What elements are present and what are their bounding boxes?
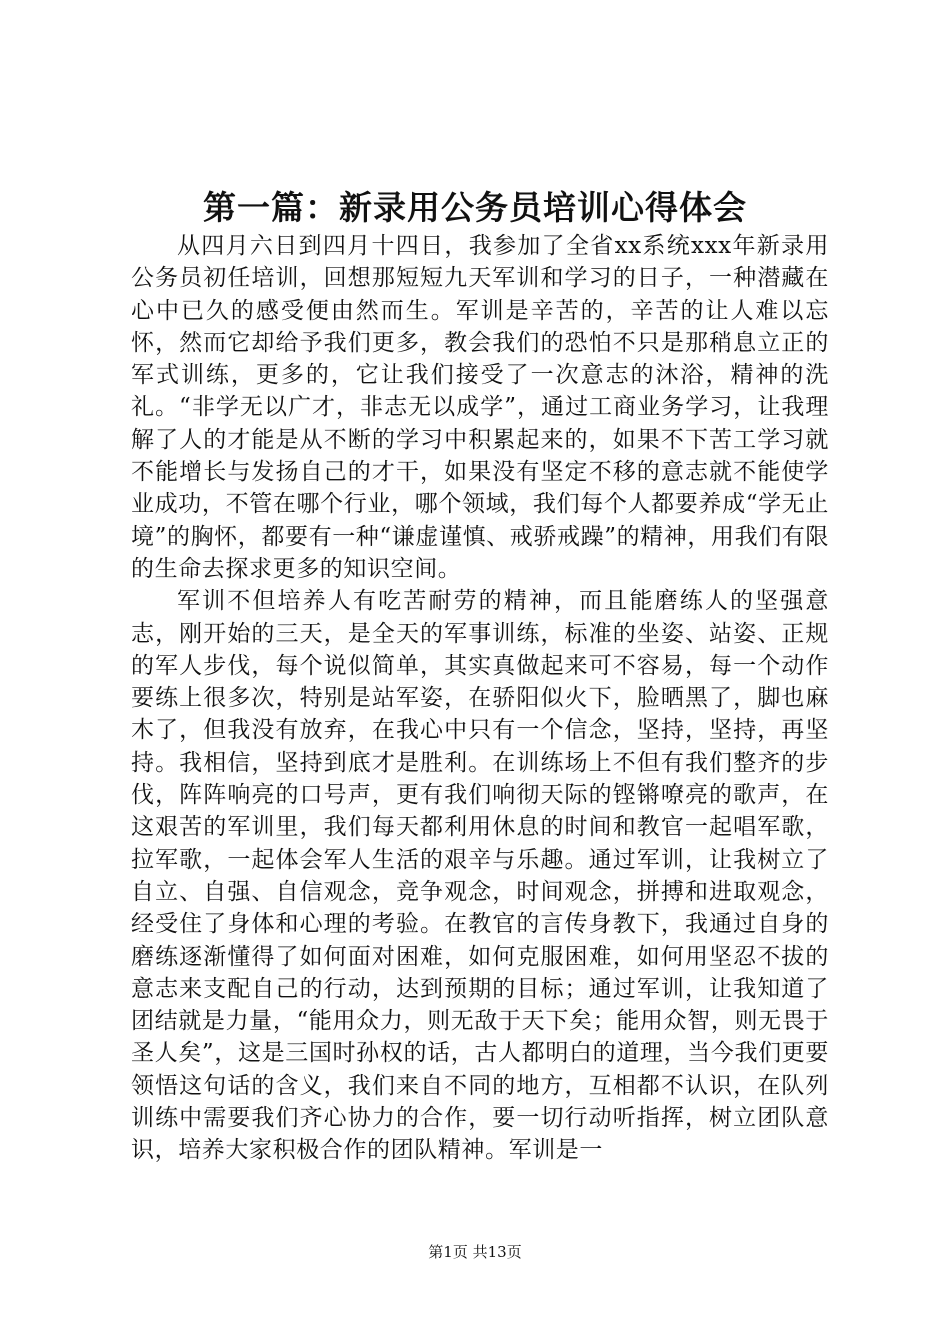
paragraph-2: 军训不但培养人有吃苦耐劳的精神，而且能磨练人的坚强意志，刚开始的三天，是全天的军事训练，标准的坐姿、站姿、正规的军人步伐，每个说似简单，其实真做起来可不容易，每一个动作要练上很多次，特别是站军姿，在骄阳似火下，脸晒黑了，脚也麻木了，但我没有放弃，在我心中只有一个信念，坚持，坚持，再坚持。我相信，坚持到底才是胜利。在训练场上不但有我们整齐的步伐，阵阵响亮的口号声，更有我们响彻天际的铿锵嘹亮的歌声，在这艰苦的军训里，我们每天都利用休息的时间和教官一起唱军歌，拉军歌，一起体会军人生活的艰辛与乐趣。通过军训，让我树立了自立、自强、自信观念，竞争观念，时间观念，拼搏和进取观念，经受住了身体和心理的考验。在教官的言传身教下，我通过自身的磨练逐渐懂得了如何面对困难，如何克服困难，如何用坚忍不拔的意志来支配自己的行动，达到预期的目标；通过军训，让我知道了团结就是力量，“能用众力，则无敌于天下矣；能用众智，则无畏于圣人矣”，这是三国时孙权的话，古人都明白的道理，当今我们更要领悟这句话的含义，我们来自不同的地方，互相都不认识，在队列训练中需要我们齐心协力的合作，要一切行动听指挥，树立团队意识，培养大家积极合作的团队精神。军训是一 [131, 588, 829, 1164]
document-title: 第一篇：新录用公务员培训心得体会 [203, 188, 747, 227]
paragraph-1: 从四月六日到四月十四日，我参加了全省xx系统xxx年新录用公务员初任培训，回想那短短九天军训和学习的日子，一种潜藏在心中已久的感受便由然而生。军训是辛苦的，辛苦的让人难以忘怀，然而它却给予我们更多，教会我们的恐怕不只是那稍息立正的军式训练，更多的，它让我们接受了一次意志的沐浴，精神的洗礼。“非学无以广才，非志无以成学”，通过工商业务学习，让我理解了人的才能是从不断的学习中积累起来的，如果不下苦工学习就不能增长与发扬自己的才干，如果没有坚定不移的意志就不能使学业成功，不管在哪个行业，哪个领域，我们每个人都要养成“学无止境”的胸怀，都要有一种“谦虚谨慎、戒骄戒躁”的精神，用我们有限的生命去探求更多的知识空间。 [131, 233, 829, 582]
document-body [131, 230, 829, 1167]
page-number-footer: 第1页 共13页 [428, 1243, 522, 1261]
